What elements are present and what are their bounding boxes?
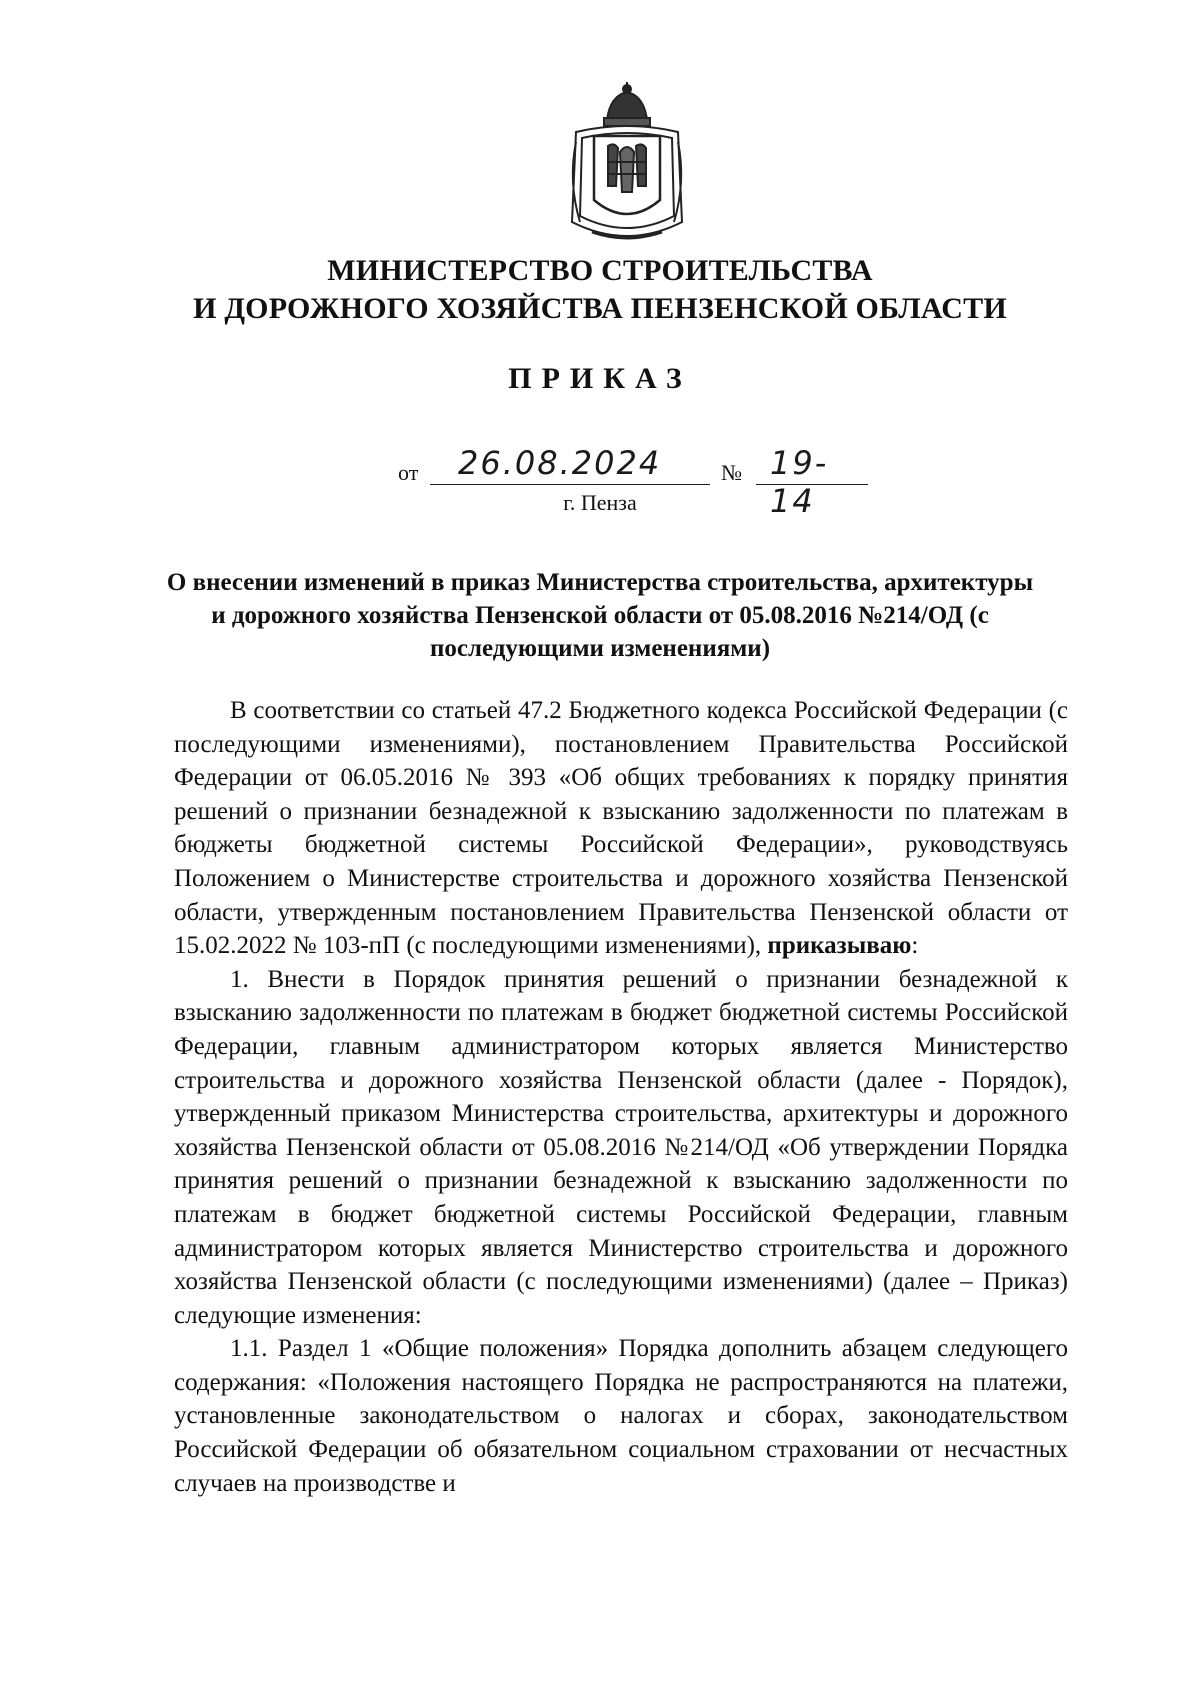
- clause-1-paragraph: 1. Внести в Порядок принятия решений о признании безнадежной к взысканию задолженности по платежам в бюджет бюджетной системы Российской Федерации, главным администратором которых является Министерство строительства и дорожного хозяйства Пензенской области (далее - Порядок), утвержденный приказом Министерства строительства, архитектуры и дорожного хозяйства Пензенской области от 05.08.2016 №214/ОД «Об утверждении Порядка принятия решений о признании безнадежной к взысканию задолженности по платежам в бюджет бюджетной системы Российской Федерации, главным администратором которых является Министерство строительства и дорожного хозяйства Пензенской области (с последующими изменениями) (далее – Приказ) следующие изменения:: [174, 965, 1068, 1329]
- ministry-name-line2: И ДОРОЖНОГО ХОЗЯЙСТВА ПЕНЗЕНСКОЙ ОБЛАСТИ: [193, 292, 1007, 325]
- ministry-name-line1: МИНИСТЕРСТВО СТРОИТЕЛЬСТВА: [327, 254, 873, 287]
- document-type-title: ПРИКАЗ: [508, 362, 692, 395]
- city-name: г. Пенза: [563, 490, 637, 515]
- number-label: №: [721, 460, 742, 485]
- order-body: [174, 694, 1068, 1500]
- order-subject: О внесении изменений в приказ Министерства строительства, архитектуры и дорожного хозяйства Пензенской области от 05.08.2016 №214/ОД (с последующими изменениями): [166, 569, 1034, 662]
- order-keyword: приказываю: [767, 932, 912, 960]
- clause-1-1-paragraph: 1.1. Раздел 1 «Общие положения» Порядка дополнить абзацем следующего содержания: «Положения настоящего Порядка не распространяются на платежи, установленные законодательством о налогах и сборах, законодательством Российской Федерации об обязательном социальном страховании от несчастных случаев на производстве и: [174, 1335, 1068, 1497]
- number-field: [756, 444, 868, 520]
- coat-of-arms-emblem: [562, 82, 692, 247]
- preamble-paragraph: В соответствии со статьей 47.2 Бюджетного кодекса Российской Федерации (с последующими изменениями), постановлением Правительства Российской Федерации от 06.05.2016 № 393 «Об общих требованиях к порядку принятия решений о признании безнадежной к взысканию задолженности по платежам в бюджеты бюджетной системы Российской Федерации», руководствуясь Положением о Министерстве строительства и дорожного хозяйства Пензенской области, утвержденным постановлением Правительства Пензенской области от 15.02.2022 № 103-пП (с последующими изменениями), приказываю:: [174, 697, 1068, 960]
- handwritten-date: 26.08.2024: [458, 444, 662, 482]
- date-field: [430, 444, 710, 485]
- handwritten-number: 19-14: [770, 444, 829, 520]
- date-label: от: [398, 460, 419, 485]
